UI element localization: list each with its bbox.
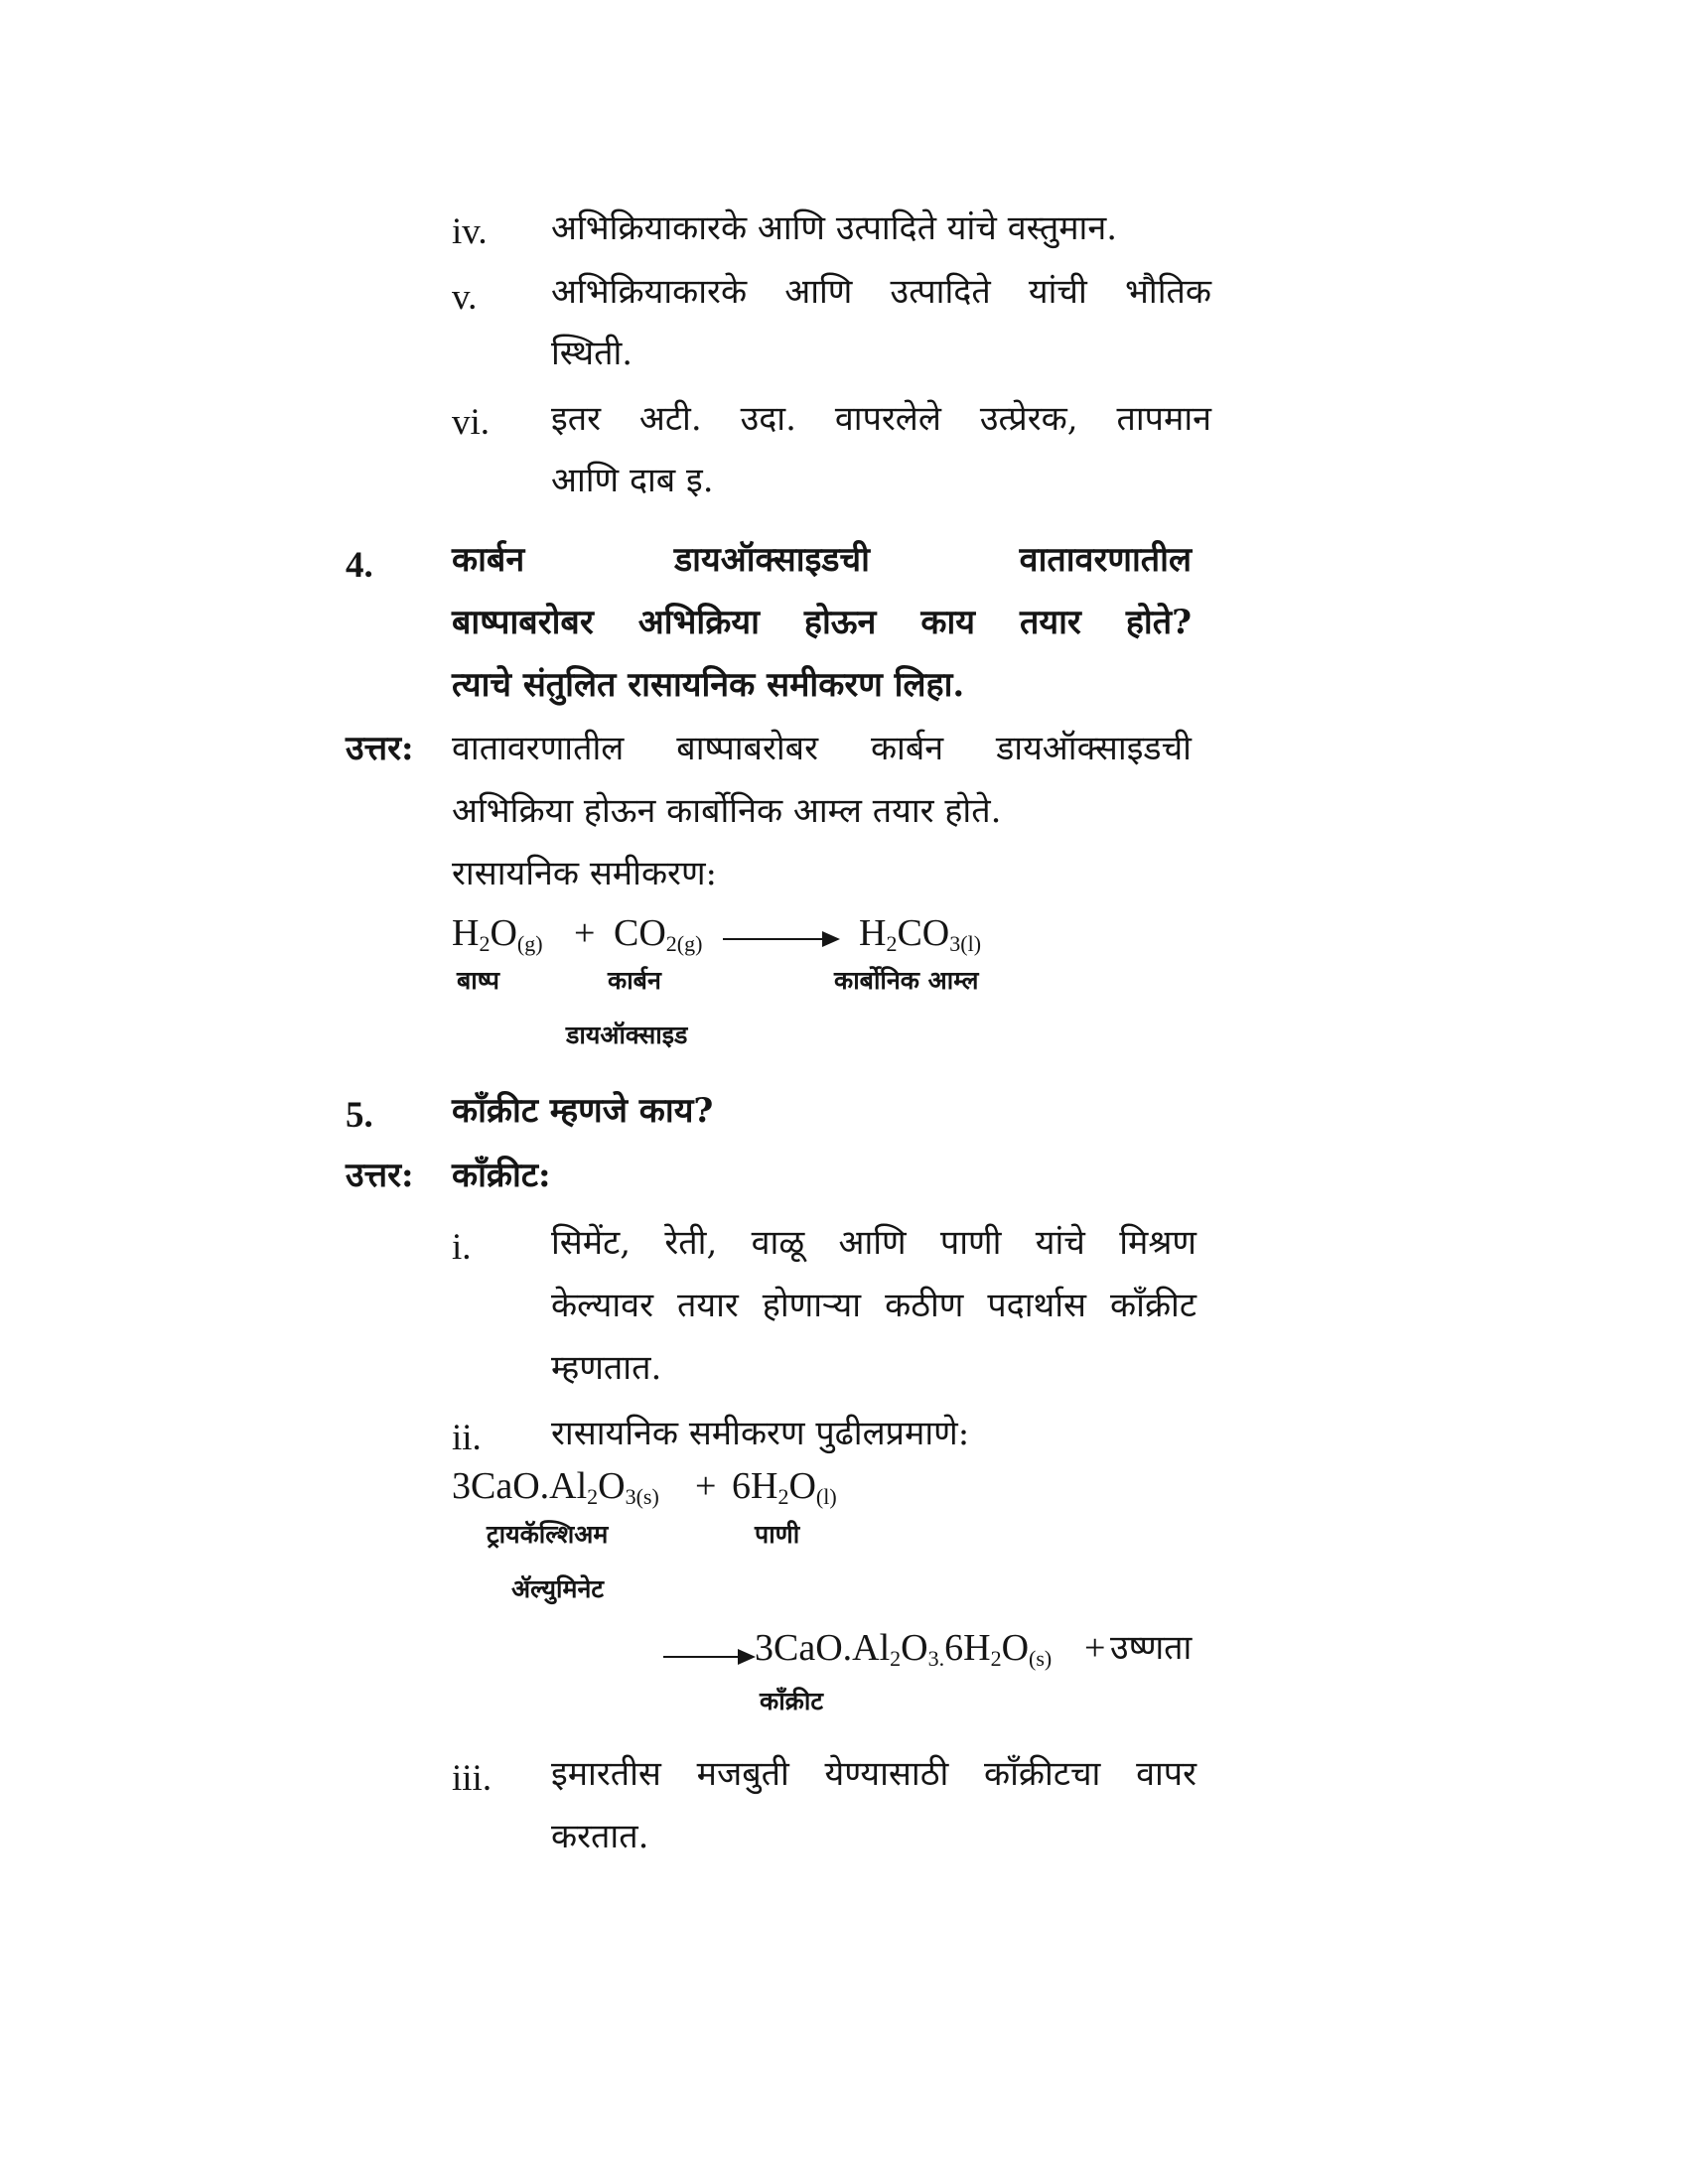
equation-1-label-vapour: बाष्प (457, 966, 500, 995)
answer-5-item-ii-number: ii. (452, 1418, 482, 1458)
equation-1-arrow-head (822, 931, 840, 947)
equation-2-arrow-shaft (663, 1656, 743, 1658)
equation-2-heat: उष्णता (1110, 1628, 1193, 1668)
equation-2-arrow-head (738, 1649, 756, 1665)
question-4-line3: त्याचे संतुलित रासायनिक समीकरण लिहा. (452, 665, 965, 705)
answer-5-item-ii-text: रासायनिक समीकरण पुढीलप्रमाणे: (551, 1414, 970, 1453)
equation-1-arrow-shaft (723, 938, 827, 940)
equation-2-reactant-water: $6H_2O_{(l)}$ (732, 1465, 837, 1509)
item-iv-number: iv. (452, 211, 488, 252)
item-vi-line1: इतर अटी. उदा. वापरलेले उत्प्रेरक, तापमान (551, 399, 1211, 439)
equation-1-label-carbonic-acid: कार्बोनिक आम्ल (834, 966, 979, 995)
answer-4-line1: वातावरणातील बाष्पाबरोबर कार्बन डायऑक्साइडची (452, 729, 1192, 768)
equation-1-plus: + (574, 912, 596, 954)
answer-5-item-iii-line2: करतात. (551, 1817, 649, 1856)
answer-5-item-iii-line1: इमारतीस मजबुती येण्यासाठी काँक्रीटचा वापर (551, 1754, 1196, 1794)
equation-2-plus: + (695, 1465, 717, 1507)
equation-1-reactant-water: $H_2O_{(g)}$ (452, 912, 543, 956)
question-4-line1: कार्बन डायऑक्साइडची वातावरणातील (452, 540, 1192, 580)
answer-5-item-i-line2: केल्यावर तयार होणाऱ्या कठीण पदार्थास काँक्रीट (551, 1286, 1196, 1325)
equation-1-label-dioxide: डायऑक्साइड (566, 1021, 688, 1049)
equation-1-reactant-co2: $CO_{2(g)}$ (614, 912, 703, 956)
equation-2-label-water: पाणी (755, 1520, 800, 1549)
answer-5-item-i-number: i. (452, 1227, 472, 1268)
equation-2-reactant-tricalcium: $3CaO.Al_2O_{3(s)}$ (452, 1465, 659, 1509)
item-v-number: v. (452, 277, 478, 318)
answer-4-line3: रासायनिक समीकरण: (452, 854, 717, 893)
answer-4-line2: अभिक्रिया होऊन कार्बोनिक आम्ल तयार होते. (452, 791, 1002, 831)
equation-2-label-aluminate: ॲल्युमिनेट (511, 1574, 604, 1603)
answer-5-item-i-line3: म्हणतात. (551, 1348, 662, 1388)
item-v-line1: अभिक्रियाकारके आणि उत्पादिते यांची भौतिक (551, 272, 1211, 312)
equation-2-label-concrete: काँक्रीट (760, 1687, 823, 1715)
answer-5-item-iii-number: iii. (452, 1758, 492, 1799)
question-4-number: 4. (346, 545, 373, 586)
item-iv-text: अभिक्रियाकारके आणि उत्पादिते यांचे वस्तुमान. (551, 208, 1118, 248)
equation-1-product: $H_2CO_{3(l)}$ (859, 912, 982, 956)
answer-5-item-i-line1: सिमेंट, रेती, वाळू आणि पाणी यांचे मिश्रण (551, 1223, 1196, 1263)
answer-5-title: काँक्रीट: (452, 1156, 551, 1195)
question-4-line2: बाष्पाबरोबर अभिक्रिया होऊन काय तयार होते? (452, 603, 1192, 642)
equation-2-label-tricalcium: ट्रायकॅल्शिअम (487, 1520, 609, 1549)
answer-5-label: उत्तर: (346, 1156, 414, 1195)
equation-1-label-carbon: कार्बन (608, 966, 661, 995)
question-5-text: काँक्रीट म्हणजे काय? (452, 1091, 714, 1131)
item-vi-number: vi. (452, 402, 491, 443)
question-5-number: 5. (346, 1095, 373, 1136)
item-vi-line2: आणि दाब इ. (551, 461, 714, 500)
equation-2-plus-heat: + (1084, 1627, 1106, 1669)
item-v-line2: स्थिती. (551, 334, 633, 373)
equation-2-product: $3CaO.Al_2O_{3.}6H_2O_{(s)}$ (755, 1627, 1053, 1671)
answer-4-label: उत्तर: (346, 729, 414, 768)
